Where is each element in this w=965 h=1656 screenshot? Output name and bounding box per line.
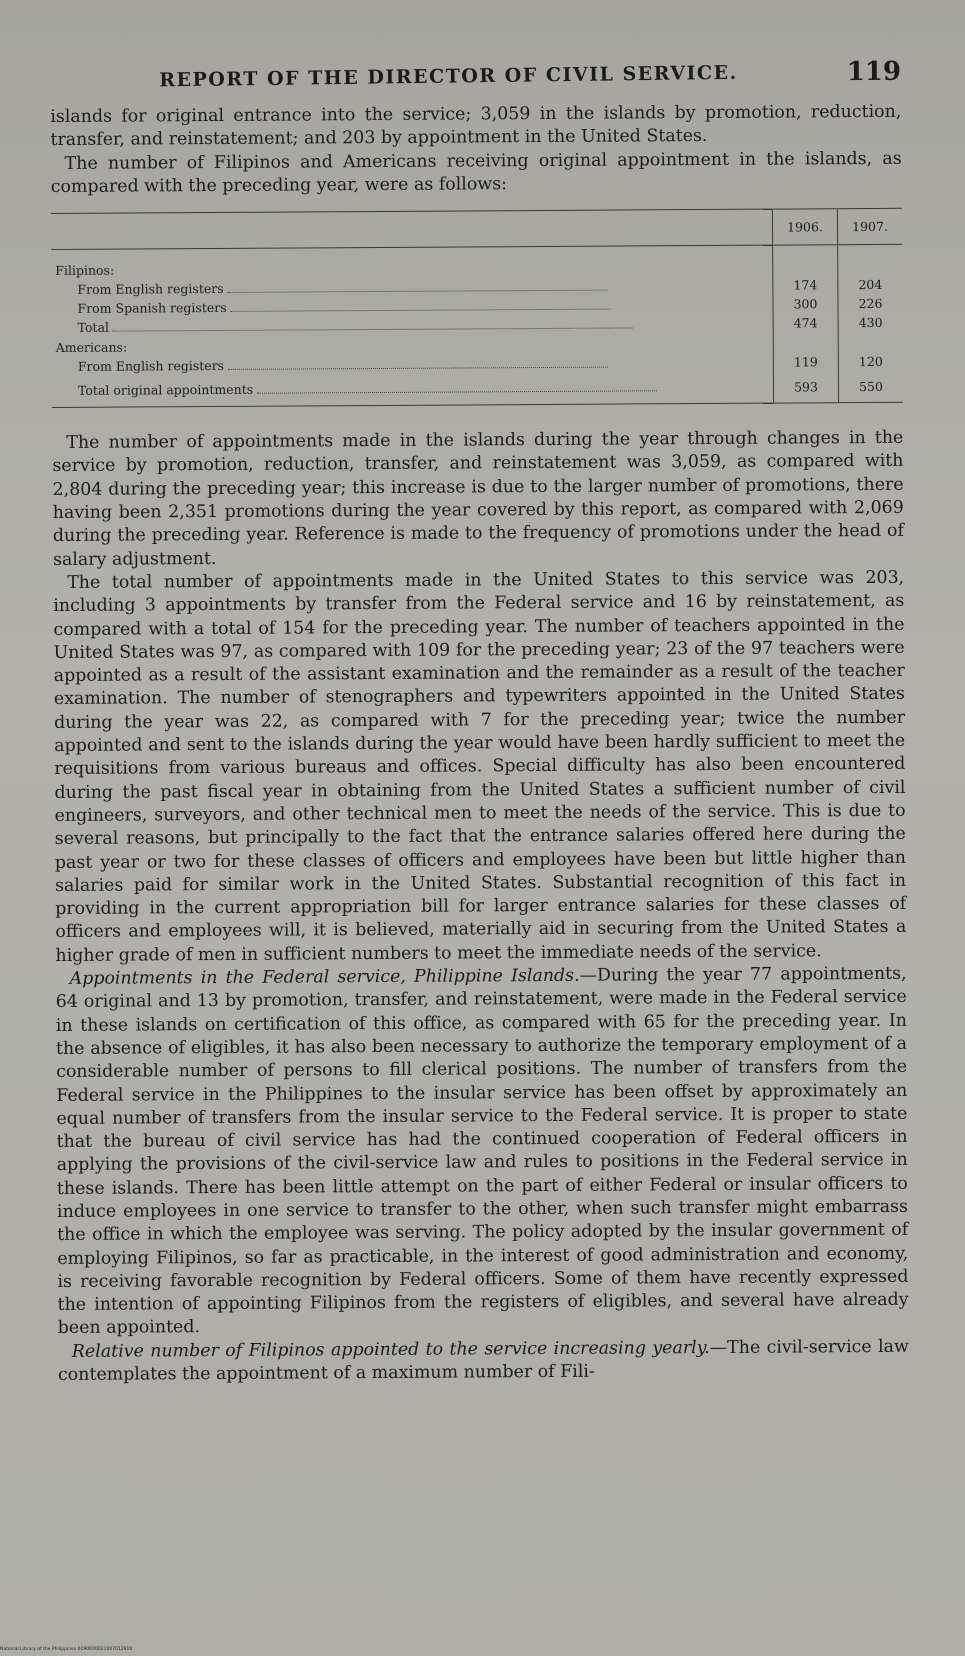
scan-credit: National Library of the Philippines 0190R00021007012910: [0, 1647, 133, 1652]
row-value-1907: 430: [838, 313, 903, 332]
row-label: From English registers: [77, 281, 224, 298]
dot-leader: [231, 309, 611, 312]
dot-leader: [113, 328, 633, 332]
intro-paragraph-2: The number of Filipinos and Americans receiving original appointment in the islands, as compared with the preceding year, were as follows:: [50, 148, 902, 197]
table-header-row: [51, 208, 902, 249]
section-heading-federal: Appointments in the Federal service, Philippine Islands.: [69, 965, 580, 989]
row-value-1906: [773, 332, 838, 352]
dot-leader: [228, 290, 608, 293]
dot-leader: [257, 390, 657, 393]
body-paragraph-promotions: The number of appointments made in the islands during the year through changes in the service by promotion, reduction, transfer, and reinstatement was 3,059, as compared with 2,804 during the preceding year; this increase is due to the larger number of promotions, there having been 2,351 promotions during the year covered by this report, as compared with 2,069 during the preceding year. Reference is made to the frequency of promotions under the head of salary adjustment.: [52, 427, 904, 570]
row-label: Total: [77, 319, 110, 336]
row-value-1906: 474: [773, 313, 838, 332]
appointments-table: [51, 208, 903, 408]
section-heading-relative: Relative number of Filipinos appointed to the service increasing yearly.: [71, 1337, 710, 1362]
running-title: REPORT OF THE DIRECTOR OF CIVIL SERVICE.: [159, 61, 738, 92]
row-label: From English registers: [77, 358, 225, 375]
row-value-1906: 593: [773, 371, 838, 403]
table-header-1906: 1906.: [772, 209, 837, 245]
relative-number-text: —The civil-service law contemplates the appointment of a maximum number of Fili-: [57, 1336, 909, 1386]
page-number: 119: [846, 56, 902, 88]
body-paragraph-us-appointments: The total number of appointments made in the United States to this service was 203, including 3 appointments by transfer from the Federal service and 16 by reinstatement, as compared with a total of 154 for the preceding year. The number of teachers appointed in the United States was 97, as compared with 109 for the preceding year; 23 of the 97 teachers were appointed as a result of the assistant examination and the remainder as a result of the teacher examination. The number of stenographers and typewriters appointed in the United States during the year was 22, as compared with 7 for the preceding year; twice the number appointed and sent to the islands during the year would have been hardly sufficient to meet the requisitions from various bureaus and offices. Special difficulty has also been encountered during the past fiscal year in obtaining from the United States a sufficient number of civil engineers, surveyors, and other technical men to meet the needs of the service. This is due to several reasons, but principally to the fact that the entrance salaries offered here during the past year or two for these classes of officers and employees have been but little higher than salaries paid for similar work in the United States. Substantial recognition of this fact in providing in the current appropriation bill for larger entrance salaries for these classes of officers and employees will, it is believed, materially aid in securing from the United States a higher grade of men in sufficient numbers to meet the immediate needs of the service.: [53, 567, 907, 966]
intro-paragraph-1: islands for original entrance into the service; 3,059 in the islands by promotion, reduction, transfer, and reinstatement; and 203 by appointment in the United States.: [50, 101, 902, 151]
row-value-1906: 174: [773, 275, 838, 294]
row-value-1906: 300: [773, 294, 838, 313]
row-label: Total original appointments: [77, 381, 254, 399]
page-content: [50, 57, 909, 1388]
body-paragraph-relative-number: [58, 1336, 909, 1388]
row-value-1907: 120: [838, 352, 903, 371]
row-value-1907: [838, 332, 903, 352]
running-head: [50, 57, 901, 92]
row-label: Filipinos:: [55, 262, 115, 279]
row-value-1907: 550: [838, 371, 903, 403]
table-header-1907: 1907.: [837, 208, 902, 244]
table-row: [52, 371, 903, 408]
row-label: From Spanish registers: [77, 300, 227, 317]
dot-leader: [228, 367, 608, 370]
row-value-1907: [838, 244, 903, 275]
federal-service-text: —During the year 77 appointments, 64 original and 13 by promotion, transfer, and reinstatement, were made in the Federal service in these islands on certification of this office, as compared with 65 for the preceding year. In the absence of eligibles, it has also been necessary to authorize the temporary employment of a considerable number of persons to fill clerical positions. The number of transfers from the Federal service in the Philippines to the insular service has been offset by approximately an equal number of transfers from the insular service to the Federal service. It is proper to state that the bureau of civil service has had the continued cooperation of Federal officers in applying the provisions of the civil-service law and rules to positions in the Federal service in these islands. There has been little attempt on the part of either Federal or insular officers to induce employees in one service to transfer to the other, when such transfer might embarrass the office in which the employee was serving. The policy adopted by the insular government of employing Filipinos, so far as practicable, in the interest of good administration and economy, is receiving favorable recognition by Federal officers. Some of them have recently expressed the intention of appointing Filipinos from the registers of eligibles, and several have already been appointed.: [55, 963, 909, 1339]
row-value-1907: 226: [838, 294, 903, 313]
row-value-1906: 119: [773, 352, 838, 371]
table-header-label: [51, 209, 773, 249]
row-value-1907: 204: [838, 275, 903, 294]
row-value-1906: [773, 245, 838, 276]
body-paragraph-federal-service: [56, 963, 909, 1341]
row-label: Americans:: [55, 339, 128, 356]
